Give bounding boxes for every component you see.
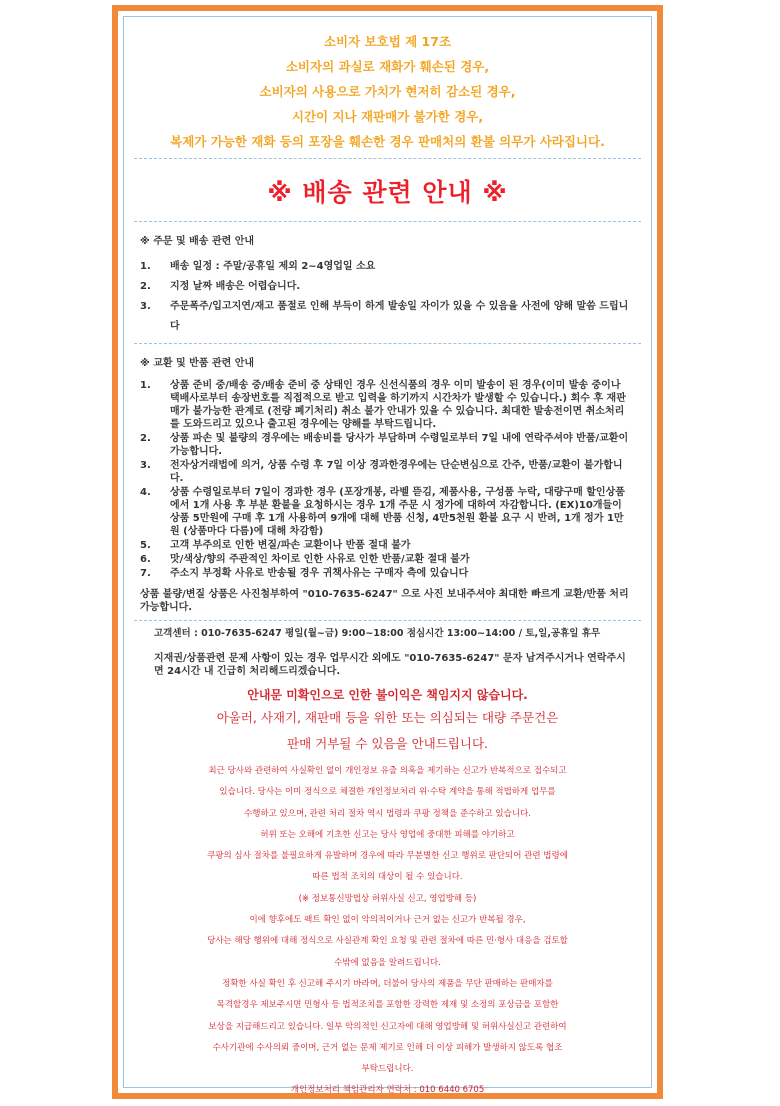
notice-line: 복제가 가능한 재화 등의 포장을 훼손한 경우 판매처의 환불 의무가 사라집니다.	[170, 134, 605, 149]
legal-line: 따른 법적 조치의 대상이 될 수 있습니다.	[312, 872, 463, 883]
notice-line: 소비자 보호법 제 17조	[323, 34, 452, 49]
legal-line: 최근 당사와 관련하여 사실확인 없이 개인정보 유출 의혹을 제기하는 신고가 반복적으로 접수되고	[208, 766, 567, 776]
item-text: 지정 날짜 배송은 어렵습니다.	[170, 281, 301, 292]
item-text: 맛/색상/향의 주관적인 차이로 인한 사유로 인한 반품/교환 절대 불가	[170, 554, 470, 565]
return-section-heading: ※ 교환 및 반품 관련 안내	[140, 358, 255, 369]
item-number: 1.	[140, 261, 151, 272]
legal-line: 부탁드립니다.	[361, 1064, 414, 1075]
notice-line: 시간이 지나 재판매가 불가한 경우,	[291, 109, 484, 124]
notice-line: 소비자의 과실로 재화가 훼손된 경우,	[285, 59, 490, 74]
page-title: ※ 배송 관련 안내 ※	[267, 178, 508, 207]
list-item	[140, 432, 633, 458]
legal-line: 수밖에 없음을 알려드립니다.	[334, 957, 441, 968]
warning-line: 아울러, 사재기, 재판매 등을 위한 또는 의심되는 대량 주문건은	[216, 710, 559, 725]
item-text: 배송 일정 : 주말/공휴일 제외 2~4영업일 소요	[170, 261, 376, 272]
item-number: 5.	[140, 540, 151, 551]
list-item	[140, 277, 633, 297]
warning-line: 판매 거부될 수 있음을 안내드립니다.	[287, 736, 488, 751]
legal-line: 목격할경우 제보주시면 민형사 등 법적조치를 포함한 강력한 제재 및 소정의 포상금을 포함한	[216, 1000, 559, 1011]
item-text: 고객 부주의로 인한 변질/파손 교환이나 반품 절대 불가	[170, 540, 411, 551]
divider	[134, 158, 641, 159]
item-number: 2.	[140, 281, 151, 292]
item-text: 주문폭주/입고지연/재고 품절로 인해 부득이 하게 발송일 자이가 있을 수 있음을 사전에 양해 말씀 드립니다	[170, 301, 629, 332]
list-item	[140, 553, 633, 566]
legal-line: 보상을 지급해드리고 있습니다. 일부 악의적인 신고자에 대해 영업방해 및 허위사실신고 관련하여	[208, 1021, 567, 1032]
return-list	[140, 379, 633, 580]
divider	[134, 620, 641, 621]
item-number: 3.	[140, 460, 151, 471]
item-text: 상품 수령일로부터 7일이 경과한 경우 (포장개봉, 라벨 뜯김, 제품사용, 구성품 누락, 대량구매 할인상품에서 1개 사용 후 부분 환불을 요청하시는 경우 1개 주문 시 정가에 대하여 자감합니다. (EX)10개들이 상품 5만원에 구매 후 1개 사용하여 9개에 대해 반품 신청, 4만5천원 환불 요구 시 반려, 1개 정가 1만원 (상품마다 다름)에 대해 차감함)	[170, 487, 625, 537]
legal-line: 쿠팡의 심사 절차를 불필요하게 유발하며 경우에 따라 무분별한 신고 행위로 판단되어 관련 법령에	[207, 851, 568, 862]
legal-line: 이에 향후에도 팩트 확인 없이 악의적이거나 근거 없는 신고가 반복될 경우,	[249, 915, 526, 926]
legal-notice	[124, 761, 651, 1102]
item-text: 주소지 부정확 사유로 반송될 경우 귀책사유는 구매자 측에 있습니다	[170, 568, 469, 579]
notice-line: 소비자의 사용으로 가치가 현저히 감소된 경우,	[259, 84, 516, 99]
list-item	[140, 567, 633, 580]
item-number: 2.	[140, 433, 151, 444]
item-text: 상품 파손 및 불량의 경우에는 배송비를 당사가 부담하며 수령일로부터 7일 내에 연락주셔야 반품/교환이 가능합니다.	[170, 433, 629, 457]
legal-line: 있습니다. 당사는 이미 정식으로 체결한 개인정보처리 위·수탁 계약을 통해 적법하게 업무를	[219, 787, 556, 798]
consumer-protection-notice	[124, 29, 651, 154]
list-item	[140, 539, 633, 552]
notice-frame	[112, 5, 663, 1099]
warning-bold: 안내문 미확인으로 인한 불이익은 책임지지 않습니다.	[247, 688, 528, 702]
defect-photo-note: 상품 불량/변질 상품은 사진첨부하여 "010-7635-6247" 으로 사진 보내주셔야 최대한 빠르게 교환/반품 처리 가능합니다.	[140, 589, 629, 613]
legal-line: 당사는 해당 행위에 대해 정식으로 사실관계 확인 요청 및 관련 절차에 따른 민·형사 대응을 검토할	[207, 936, 568, 947]
list-item	[140, 486, 633, 538]
divider	[134, 343, 641, 344]
item-text: 상품 준비 중/배송 중/배송 준비 중 상태인 경우 신선식품의 경우 이미 발송이 된 경우(이미 발송 중이나 택배사로부터 송장번호를 직접적으로 받고 입력을 하기까지 시간차가 발생할 수 있습니다.) 회수 후 재판매가 불가능한 관계로 (전량 폐기처리) 취소 불가 안내가 있을 수 있습니다. 최대한 발송전이면 취소처리를 도와드리고 있으나 출고된 경우에는 양해를 부탁드립니다.	[170, 380, 626, 430]
item-number: 3.	[140, 301, 151, 312]
list-item	[140, 257, 633, 277]
item-number: 1.	[140, 380, 151, 391]
bulk-order-warning	[124, 705, 651, 757]
item-number: 7.	[140, 568, 151, 579]
legal-line: 수행하고 있으며, 관련 처리 절차 역시 법령과 쿠팡 정책을 준수하고 있습니다.	[244, 808, 531, 819]
order-list	[140, 257, 633, 337]
privacy-officer-contact: 개인정보처리 책임관리자 연락처 : 010 6440 6705	[290, 1085, 485, 1096]
notice-inner	[123, 16, 652, 1096]
list-item	[140, 459, 633, 485]
legal-line: 허위 또는 오해에 기초한 신고는 당사 영업에 중대한 피해를 야기하고	[260, 829, 515, 840]
divider	[134, 221, 641, 222]
list-item	[140, 379, 633, 431]
item-number: 6.	[140, 554, 151, 565]
item-number: 4.	[140, 487, 151, 498]
legal-line: (※ 정보통신망법상 허위사실 신고, 영업방해 등)	[298, 893, 477, 904]
list-item	[140, 297, 633, 337]
legal-line: 수사기관에 수사의뢰 중이며, 근거 없는 문제 제기로 인해 더 이상 피해가 발생하지 않도록 협조	[212, 1042, 563, 1053]
ip-contact-note: 지재권/상품관련 문제 사항이 있는 경우 업무시간 외에도 "010-7635-6247" 문자 남겨주시거나 연락주시면 24시간 내 긴급히 처리해드리겠습니다.	[154, 653, 626, 677]
item-text: 전자상거래법에 의거, 상품 수령 후 7일 이상 경과한경우에는 단순변심으로 간주, 반품/교환이 불가합니다.	[170, 460, 623, 484]
legal-line: 정확한 사실 확인 후 신고해 주시기 바라며, 더불어 당사의 제품을 무단 판매하는 판매자를	[222, 978, 553, 989]
customer-center: 고객센터 : 010-7635-6247 평일(월~금) 9:00~18:00 점심시간 13:00~14:00 / 토,일,공휴일 휴무	[154, 628, 601, 639]
order-section-heading: ※ 주문 및 배송 관련 안내	[140, 236, 255, 247]
